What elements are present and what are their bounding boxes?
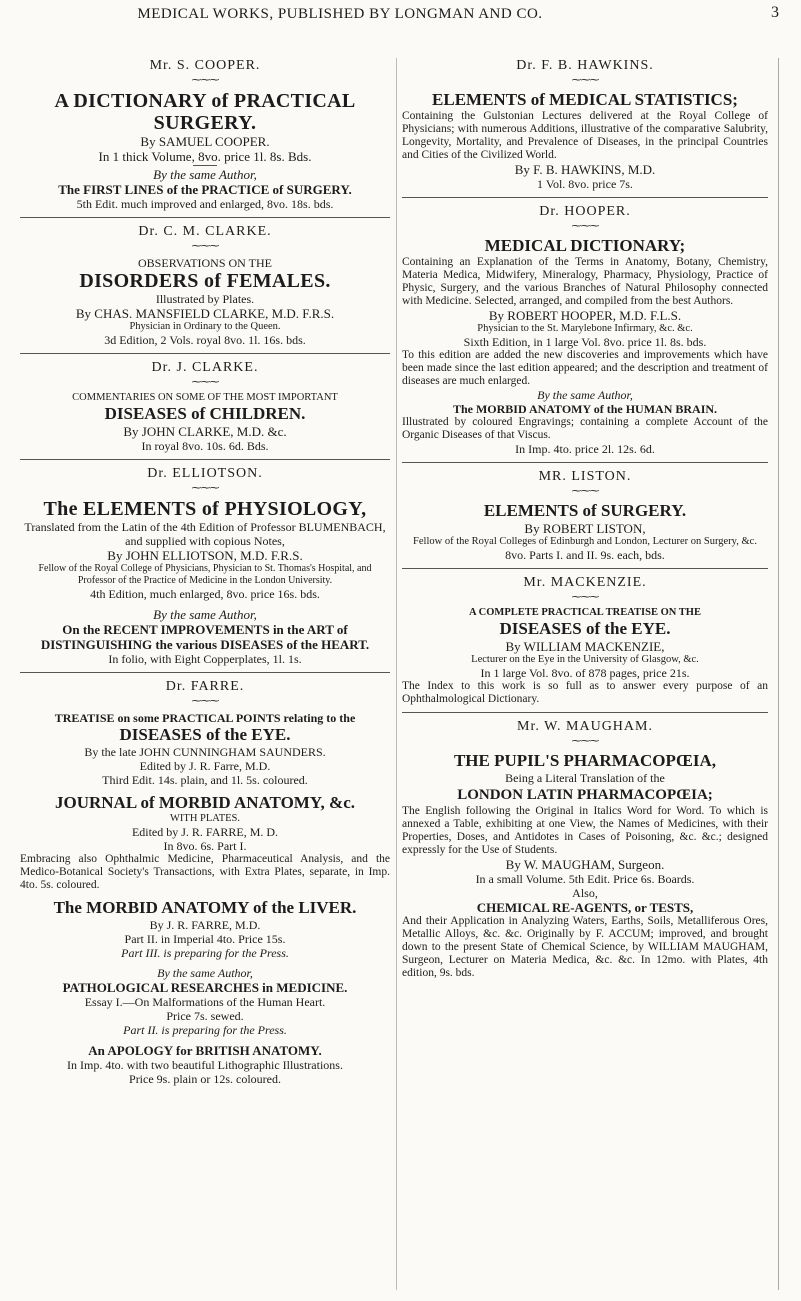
- pre-title: OBSERVATIONS ON THE: [138, 256, 272, 270]
- liver-title: The MORBID ANATOMY of the LIVER.: [53, 898, 357, 917]
- right-margin-rule: [778, 58, 779, 1290]
- second-title: On the RECENT IMPROVEMENTS in the ART of DISTINGUISHING the various DISEASES of the HEART.: [40, 622, 370, 652]
- ornament: ⁓⁓⁓: [571, 75, 599, 86]
- byline: By the late JOHN CUNNINGHAM SAUNDERS.: [84, 745, 326, 759]
- book-title: The ELEMENTS of PHYSIOLOGY,: [43, 498, 367, 520]
- pre-title: A COMPLETE PRACTICAL TREATISE ON THE: [469, 607, 701, 618]
- second-edition: 5th Edit. much improved and enlarged, 8vo. 18s. bds.: [76, 197, 334, 211]
- divider: [402, 197, 768, 198]
- description: The English following the Original in Italics Word for Word. To which is annexed a Table, exhibiting at one View, the Names of Medicines, with their Properties, Doses, and Antidotes in Cases of Poisoning, &c. &c.; designed expressly for the Use of Students.: [402, 805, 768, 856]
- index-note: The Index to this work is so full as to answer every purpose of an Ophthalmological Dictionary.: [402, 680, 768, 705]
- position: Fellow of the Royal College of Physicians, Physician to St. Thomas's Hospital, and Professor of the Practice of Medicine in the London University.: [38, 563, 372, 586]
- left-column: [20, 58, 390, 1086]
- description: Translated from the Latin of the 4th Edition of Professor BLUMENBACH, and supplied with copious Notes,: [24, 520, 386, 548]
- description: Containing the Gulstonian Lectures delivered at the Royal College of Physicians; with numerous Additions, illustrative of the comparative Salubrity, Longevity, Mortality, and Prevalence of Diseases, in the principal Countries and Cities of the Civilized World.: [402, 110, 768, 161]
- mackenzie-entry: [402, 575, 768, 706]
- dash-rule: [193, 165, 217, 166]
- divider: [402, 462, 768, 463]
- edition: 4th Edition, much enlarged, 8vo. price 16s. bds.: [90, 587, 320, 601]
- author-heading: Dr. F. B. HAWKINS.: [516, 58, 654, 73]
- maugham-entry: [402, 719, 768, 980]
- author-heading: Dr. HOOPER.: [539, 204, 631, 219]
- book-title-two: LONDON LATIN PHARMACOPŒIA;: [457, 787, 713, 803]
- author-heading: Dr. J. CLARKE.: [151, 360, 259, 375]
- pathological-title: PATHOLOGICAL RESEARCHES in MEDICINE.: [62, 980, 348, 995]
- book-title: MEDICAL DICTIONARY;: [484, 236, 686, 255]
- book-title: DISEASES of CHILDREN.: [104, 404, 306, 423]
- subtitle: Being a Literal Translation of the: [505, 771, 665, 785]
- journal-editor: Edited by J. R. FARRE, M. D.: [131, 825, 279, 839]
- hawkins-entry: [402, 58, 768, 191]
- page-number: 3: [771, 4, 779, 21]
- pathological-part-two: Part II. is preparing for the Press.: [123, 1023, 287, 1037]
- liver-part-two: Part II. in Imperial 4to. Price 15s.: [124, 932, 286, 946]
- apology-title: An APOLOGY for BRITISH ANATOMY.: [88, 1043, 322, 1058]
- book-title: DISEASES of the EYE.: [119, 725, 291, 744]
- description: Containing an Explanation of the Terms in Anatomy, Botany, Chemistry, Materia Medica, Midwifery, Mineralogy, Pharmacy, Physiology, Practice of Physic, Surgery, and the various Branches of Natural Philosophy connected with Medicine. Selected, arranged, and compiled from the best Authors.: [402, 256, 768, 307]
- divider: [20, 217, 390, 218]
- ornament: ⁓⁓⁓: [571, 486, 599, 497]
- liston-entry: [402, 469, 768, 562]
- column-divider: [396, 58, 397, 1290]
- clarke-cm-entry: [20, 224, 390, 347]
- pathological-essay: Essay I.—On Malformations of the Human Heart.: [84, 995, 326, 1009]
- edition: Third Edit. 14s. plain, and 1l. 5s. coloured.: [102, 773, 308, 787]
- clarke-j-entry: [20, 360, 390, 453]
- pre-title: COMMENTARIES ON SOME OF THE MOST IMPORTANT: [72, 392, 338, 403]
- byline: By ROBERT LISTON,: [524, 521, 646, 536]
- running-title: MEDICAL WORKS, PUBLISHED BY LONGMAN AND CO.: [137, 6, 543, 22]
- author-heading: Dr. C. M. CLARKE.: [138, 224, 272, 239]
- same-author: By the same Author,: [537, 388, 633, 402]
- elliotson-entry: [20, 466, 390, 666]
- ornament: ⁓⁓⁓: [571, 736, 599, 747]
- book-title: A DICTIONARY of PRACTICAL SURGERY.: [54, 90, 356, 134]
- ornament: ⁓⁓⁓: [191, 696, 219, 707]
- position: Fellow of the Royal Colleges of Edinburgh and London, Lecturer on Surgery, &c.: [413, 536, 757, 547]
- illustrated-note: Illustrated by Plates.: [155, 292, 255, 306]
- journal-description: Embracing also Ophthalmic Medicine, Pharmaceutical Analysis, and the Medico-Botanical Society's Transactions, with Extra Plates, separate, in Imp. 4to. 5s. coloured.: [20, 853, 390, 891]
- book-title: DISORDERS of FEMALES.: [79, 270, 331, 292]
- divider: [402, 568, 768, 569]
- same-author: By the same Author,: [153, 167, 257, 182]
- second-edition: In folio, with Eight Copperplates, 1l. 1s.: [108, 652, 302, 666]
- author-heading: MR. LISTON.: [538, 469, 632, 484]
- second-title: The MORBID ANATOMY of the HUMAN BRAIN.: [452, 402, 718, 416]
- second-description: Illustrated by coloured Engravings; containing a complete Account of the Organic Diseases of that Viscus.: [402, 416, 768, 441]
- author-heading: Dr. FARRE.: [165, 679, 245, 694]
- author-heading: Dr. ELLIOTSON.: [147, 466, 263, 481]
- same-author: By the same Author,: [153, 607, 257, 622]
- edition: 3d Edition, 2 Vols. royal 8vo. 1l. 16s. bds.: [104, 333, 306, 347]
- edition: Sixth Edition, in 1 large Vol. 8vo. price 1l. 8s. bds.: [463, 335, 707, 349]
- edition: 8vo. Parts I. and II. 9s. each, bds.: [505, 548, 665, 562]
- edition: In 1 thick Volume, 8vo. price 1l. 8s. Bds.: [98, 149, 312, 164]
- farre-entry: [20, 679, 390, 1086]
- byline: By F. B. HAWKINS, M.D.: [514, 162, 656, 177]
- byline: By SAMUEL COOPER.: [140, 134, 270, 149]
- position: Lecturer on the Eye in the University of Glasgow, &c.: [471, 654, 699, 665]
- author-heading: Mr. MACKENZIE.: [523, 575, 647, 590]
- position: Physician in Ordinary to the Queen.: [129, 321, 281, 332]
- edition: In 1 large Vol. 8vo. of 878 pages, price 21s.: [480, 666, 690, 680]
- pre-title: TREATISE on some PRACTICAL POINTS relating to the: [54, 711, 356, 725]
- apology-price: Price 9s. plain or 12s. coloured.: [129, 1072, 281, 1086]
- second-title: The FIRST LINES of the PRACTICE of SURGERY.: [58, 182, 352, 197]
- ornament: ⁓⁓⁓: [191, 241, 219, 252]
- byline: By W. MAUGHAM, Surgeon.: [505, 857, 665, 872]
- apology-description: In Imp. 4to. with two beautiful Lithographic Illustrations.: [67, 1058, 343, 1072]
- same-author: By the same Author,: [157, 966, 253, 980]
- edition: In royal 8vo. 10s. 6d. Bds.: [141, 439, 269, 453]
- ornament: ⁓⁓⁓: [191, 377, 219, 388]
- divider: [20, 672, 390, 673]
- byline: By JOHN CLARKE, M.D. &c.: [123, 424, 287, 439]
- journal-part: In 8vo. 6s. Part I.: [163, 839, 247, 853]
- author-heading: Mr. W. MAUGHAM.: [517, 719, 653, 734]
- journal-title: JOURNAL of MORBID ANATOMY, &c.: [54, 793, 356, 812]
- divider: [20, 353, 390, 354]
- divider: [402, 712, 768, 713]
- book-title: THE PUPIL'S PHARMACOPŒIA,: [453, 751, 717, 770]
- right-column: [402, 58, 768, 980]
- journal-subtitle: WITH PLATES.: [170, 813, 240, 824]
- byline: By WILLIAM MACKENZIE,: [505, 639, 665, 654]
- pathological-price: Price 7s. sewed.: [166, 1009, 244, 1023]
- byline: By CHAS. MANSFIELD CLARKE, M.D. F.R.S.: [75, 306, 335, 321]
- book-title: ELEMENTS of SURGERY.: [483, 501, 687, 520]
- byline: By JOHN ELLIOTSON, M.D. F.R.S.: [107, 548, 303, 563]
- second-edition: In Imp. 4to. price 2l. 12s. 6d.: [515, 442, 655, 456]
- ornament: ⁓⁓⁓: [191, 75, 219, 86]
- divider: [20, 459, 390, 460]
- also-label: Also,: [572, 886, 598, 900]
- author-heading: Mr. S. COOPER.: [149, 58, 261, 73]
- liver-byline: By J. R. FARRE, M.D.: [149, 918, 261, 932]
- edition: In a small Volume. 5th Edit. Price 6s. Boards.: [475, 872, 695, 886]
- ornament: ⁓⁓⁓: [571, 592, 599, 603]
- edition: 1 Vol. 8vo. price 7s.: [537, 177, 633, 191]
- ornament: ⁓⁓⁓: [191, 483, 219, 494]
- editor: Edited by J. R. Farre, M.D.: [139, 759, 271, 773]
- edition-note: To this edition are added the new discoveries and improvements which have been made since the last edition appeared; and the description and treatment of diseases are much enlarged.: [402, 349, 768, 387]
- book-title: DISEASES of the EYE.: [499, 619, 671, 638]
- second-description: And their Application in Analyzing Waters, Earths, Soils, Metalliferous Ores, Metallic Alloys, &c. &c. Originally by F. ACCUM; improved, and brought down to the present State of Chemical Science, by WILLIAM MAUGHAM, Surgeon, Lecturer on Materia Medica, &c. &c. In 12mo. with Plates, 4th edition, 9s. bds.: [402, 915, 768, 979]
- position: Physician to the St. Marylebone Infirmary, &c. &c.: [477, 323, 693, 334]
- cooper-entry: [20, 58, 390, 211]
- second-title: CHEMICAL RE-AGENTS, or TESTS,: [476, 900, 694, 915]
- hooper-entry: [402, 204, 768, 456]
- book-title: ELEMENTS of MEDICAL STATISTICS;: [432, 90, 738, 109]
- byline: By ROBERT HOOPER, M.D. F.L.S.: [488, 308, 682, 323]
- liver-part-three: Part III. is preparing for the Press.: [121, 946, 289, 960]
- ornament: ⁓⁓⁓: [571, 221, 599, 232]
